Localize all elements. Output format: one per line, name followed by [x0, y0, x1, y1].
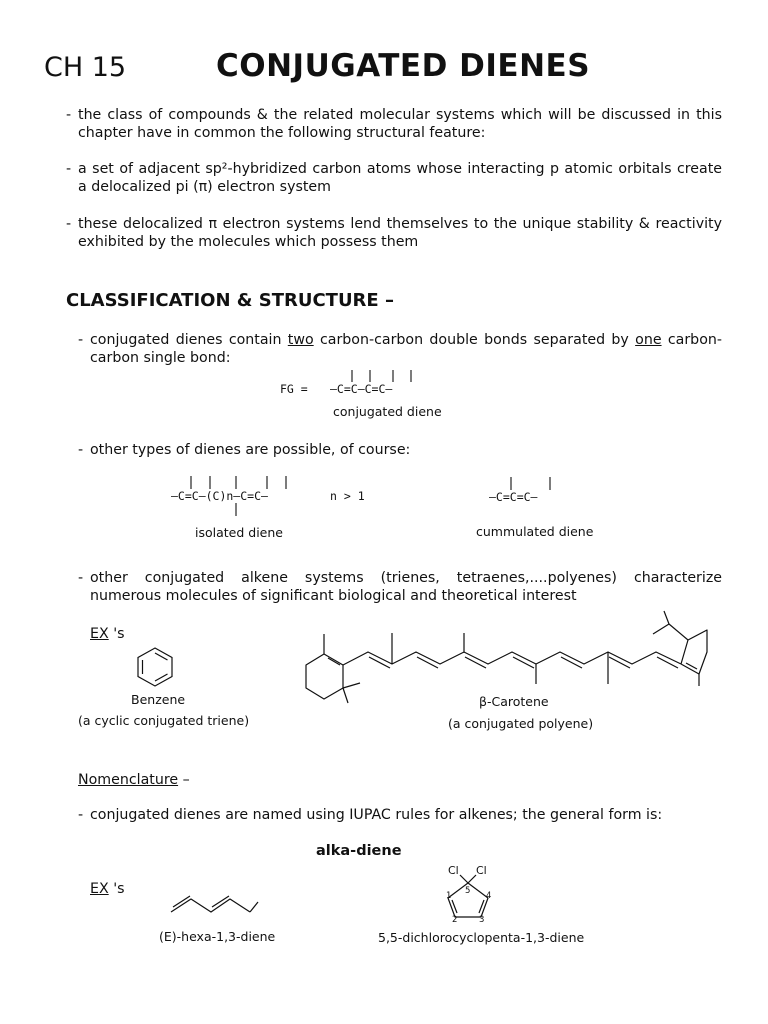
- intro-paragraph-1: - the class of compounds & the related molecular systems which will be discussed in this chapter have in common the following structural feature:: [66, 107, 722, 141]
- nomenclature-paragraph-1: - conjugated dienes are named using IUPAC rules for alkenes; the general form is:: [78, 807, 663, 823]
- ring-number-4: 4: [486, 891, 492, 901]
- cumulated-diene-caption: cummulated diene: [476, 524, 594, 539]
- emphasis-one: one: [635, 332, 662, 348]
- intro-text-2: a set of adjacent sp²-hybridized carbon atoms whose interacting p atomic orbitals create a delocalized pi (π) electron system: [78, 161, 722, 195]
- fg-formula: —C=C—C=C—: [330, 382, 393, 396]
- classification-paragraph-2: - other types of dienes are possible, of course:: [78, 442, 411, 458]
- fg-caption: conjugated diene: [333, 404, 442, 419]
- examples-label-2: EX 's: [90, 881, 125, 897]
- page-title: CONJUGATED DIENES: [216, 48, 591, 84]
- carotene-name: β-Carotene: [479, 694, 549, 709]
- general-form: alka-diene: [316, 843, 402, 859]
- fg-label: FG =: [280, 382, 308, 396]
- isolated-diene-formula: —C=C—(C)n—C=C—: [171, 489, 268, 503]
- nomenclature-heading: Nomenclature –: [78, 772, 190, 788]
- intro-paragraph-3: - these delocalized π electron systems lend themselves to the unique stability & reactivity exhibited by the molecules which possess them: [66, 216, 722, 250]
- ring-number-5: 5: [465, 886, 471, 896]
- ring-number-1: 1: [446, 891, 452, 901]
- chlorine-label-2: Cl: [476, 864, 487, 877]
- benzene-name: Benzene: [131, 692, 186, 707]
- emphasis-two: two: [287, 332, 314, 348]
- intro-text-1: the class of compounds & the related molecular systems which will be discussed in this chapter have in common the following structural feature:: [78, 107, 722, 141]
- section-heading-classification: CLASSIFICATION & STRUCTURE –: [66, 290, 394, 311]
- benzene-description: (a cyclic conjugated triene): [78, 713, 250, 728]
- examples-label-1: EX 's: [90, 626, 125, 642]
- intro-paragraph-2: - a set of adjacent sp²-hybridized carbon atoms whose interacting p atomic orbitals create a delocalized pi (π) electron system: [66, 161, 722, 195]
- ring-number-3: 3: [479, 915, 485, 925]
- isolated-n-condition: n > 1: [330, 489, 365, 503]
- hexadiene-name: (E)-hexa-1,3-diene: [159, 929, 276, 944]
- chlorine-label-1: Cl: [448, 864, 459, 877]
- carotene-description: (a conjugated polyene): [448, 716, 594, 731]
- classification-paragraph-3: - other conjugated alkene systems (trienes, tetraenes,....polyenes) characterize numerous molecules of significant biological and theoretical interest: [78, 570, 722, 604]
- ring-number-2: 2: [452, 915, 458, 925]
- chapter-number: CH 15: [44, 52, 127, 83]
- classification-paragraph-1: - conjugated dienes contain two carbon-carbon double bonds separated by one carbon-carbon single bond:: [78, 332, 722, 366]
- isolated-diene-caption: isolated diene: [195, 525, 283, 540]
- dichlorocyclopentadiene-name: 5,5-dichlorocyclopenta-1,3-diene: [378, 930, 585, 945]
- cumulated-diene-formula: —C=C=C—: [489, 490, 538, 504]
- intro-text-3: these delocalized π electron systems lend themselves to the unique stability & reactivity exhibited by the molecules which possess them: [78, 216, 722, 250]
